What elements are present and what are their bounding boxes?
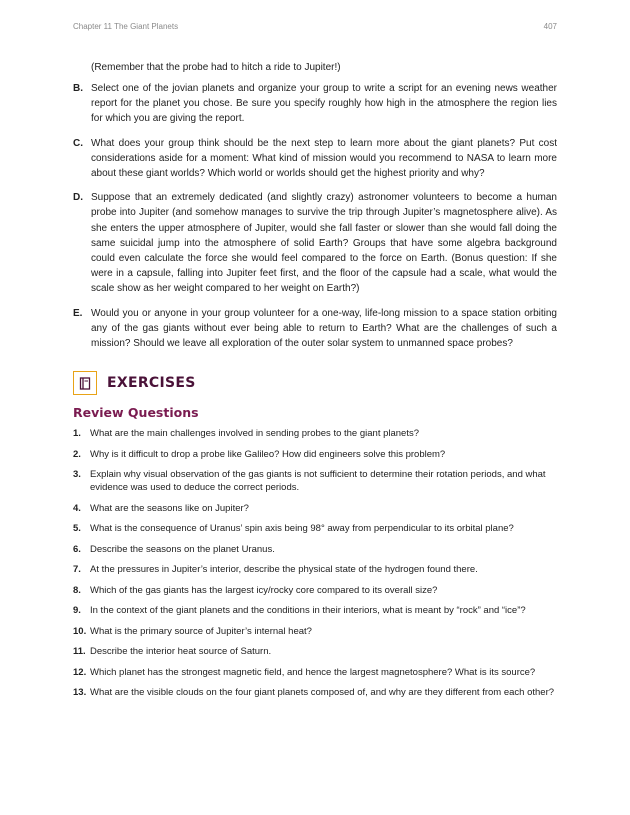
question-number: 13. <box>73 687 87 699</box>
question-text: What is the primary source of Jupiter’s internal heat? <box>90 625 312 637</box>
page-content <box>73 60 557 707</box>
question-number: 1. <box>73 428 81 440</box>
question-item <box>73 625 557 638</box>
question-text: What are the main challenges involved in sending probes to the giant planets? <box>90 428 420 440</box>
continuation-text: (Remember that the probe had to hitch a ride to Jupiter!) <box>91 62 341 73</box>
page-header <box>73 22 557 31</box>
activity-letter: E. <box>73 307 83 319</box>
question-number: 6. <box>73 543 81 555</box>
activity-item <box>73 81 557 127</box>
review-questions-list <box>73 427 557 699</box>
question-item <box>73 427 557 440</box>
question-number: 11. <box>73 646 86 658</box>
question-number: 3. <box>73 469 81 481</box>
exercises-header <box>73 371 557 395</box>
question-item <box>73 584 557 597</box>
question-item <box>73 604 557 617</box>
activity-item <box>73 190 557 296</box>
question-item <box>73 686 557 699</box>
activity-item <box>73 136 557 182</box>
activity-letter: C. <box>73 137 83 149</box>
group-activities-list <box>73 81 557 351</box>
activity-letter: B. <box>73 83 83 94</box>
question-text: Which of the gas giants has the largest icy/rocky core compared to its overall size? <box>90 584 438 596</box>
question-number: 2. <box>73 448 81 460</box>
question-number: 12. <box>73 666 87 678</box>
question-text: Which planet has the strongest magnetic field, and hence the largest magnetosphere? What is its source? <box>90 666 536 678</box>
question-text: Describe the seasons on the planet Uranus. <box>90 543 275 555</box>
activity-letter: D. <box>73 192 83 204</box>
chapter-title: Chapter 11 The Giant Planets <box>73 22 179 31</box>
question-text: What are the visible clouds on the four giant planets composed of, and why are they different from each other? <box>90 687 555 699</box>
question-text: What are the seasons like on Jupiter? <box>90 502 249 514</box>
question-item <box>73 563 557 576</box>
activity-text: Suppose that an extremely dedicated (and slightly crazy) astronomer volunteers to become a human probe into Jupiter (and somehow manages to survive the trip through Jupiter’s magnetosphere alive). As she enters the upper atmosphere of Jupiter, would she fall faster or slower than she would fall doing the same suicidal jump into the atmosphere of solid Earth? Groups that have some algebra background could even calculate the force she would feel compared to the force on Earth. (Bonus question: If she were in a capsule, falling into Jupiter feet first, and the floor of the capsule had a scale, what would the scale show as her weight compared to her weight on Earth?) <box>91 192 557 295</box>
exercise-book-icon-glyph <box>79 377 91 390</box>
activity-item <box>73 306 557 352</box>
question-number: 9. <box>73 605 81 617</box>
question-text: At the pressures in Jupiter’s interior, describe the physical state of the hydrogen found there. <box>90 564 478 576</box>
question-text: Explain why visual observation of the gas giants is not sufficient to determine their rotation periods, and what evidence was used to deduce the correct periods. <box>90 469 546 494</box>
review-questions-heading: Review Questions <box>73 405 199 421</box>
question-number: 8. <box>73 584 81 596</box>
question-item <box>73 522 557 535</box>
question-number: 4. <box>73 502 81 514</box>
question-number: 5. <box>73 523 81 535</box>
question-text: What is the consequence of Uranus’ spin axis being 98° away from perpendicular to its orbital plane? <box>90 523 514 535</box>
question-number: 10. <box>73 625 87 637</box>
activity-text: What does your group think should be the next step to learn more about the giant planets? Put cost considerations aside for a moment: What kind of mission would you recommend to NASA to learn more about these giant worlds? Which world or worlds should get the highest priority and why? <box>91 137 557 180</box>
question-item <box>73 502 557 515</box>
question-item <box>73 448 557 461</box>
activity-text: Select one of the jovian planets and organize your group to write a script for an evening news weather report for the planet you chose. Be sure you specify roughly how high in the atmosphere the region lies for which you are giving the report. <box>91 83 557 125</box>
question-text: Describe the interior heat source of Saturn. <box>90 646 272 658</box>
page-number: 407 <box>543 22 557 31</box>
question-item <box>73 543 557 556</box>
question-number: 7. <box>73 564 81 576</box>
question-text: In the context of the giant planets and the conditions in their interiors, what is meant by “rock” and “ice”? <box>90 605 526 617</box>
exercises-title: EXERCISES <box>107 375 196 392</box>
question-item <box>73 468 557 494</box>
question-text: Why is it difficult to drop a probe like Galileo? How did engineers solve this problem? <box>90 448 446 460</box>
question-item <box>73 666 557 679</box>
activity-text: Would you or anyone in your group volunteer for a one-way, life-long mission to a space station orbiting any of the gas giants without ever being able to return to Earth? What are the challenges of such a mission? Should we leave all exploration of the outer solar system to unmanned space probes? <box>91 307 557 350</box>
question-item <box>73 645 557 658</box>
exercise-book-icon <box>73 371 97 395</box>
